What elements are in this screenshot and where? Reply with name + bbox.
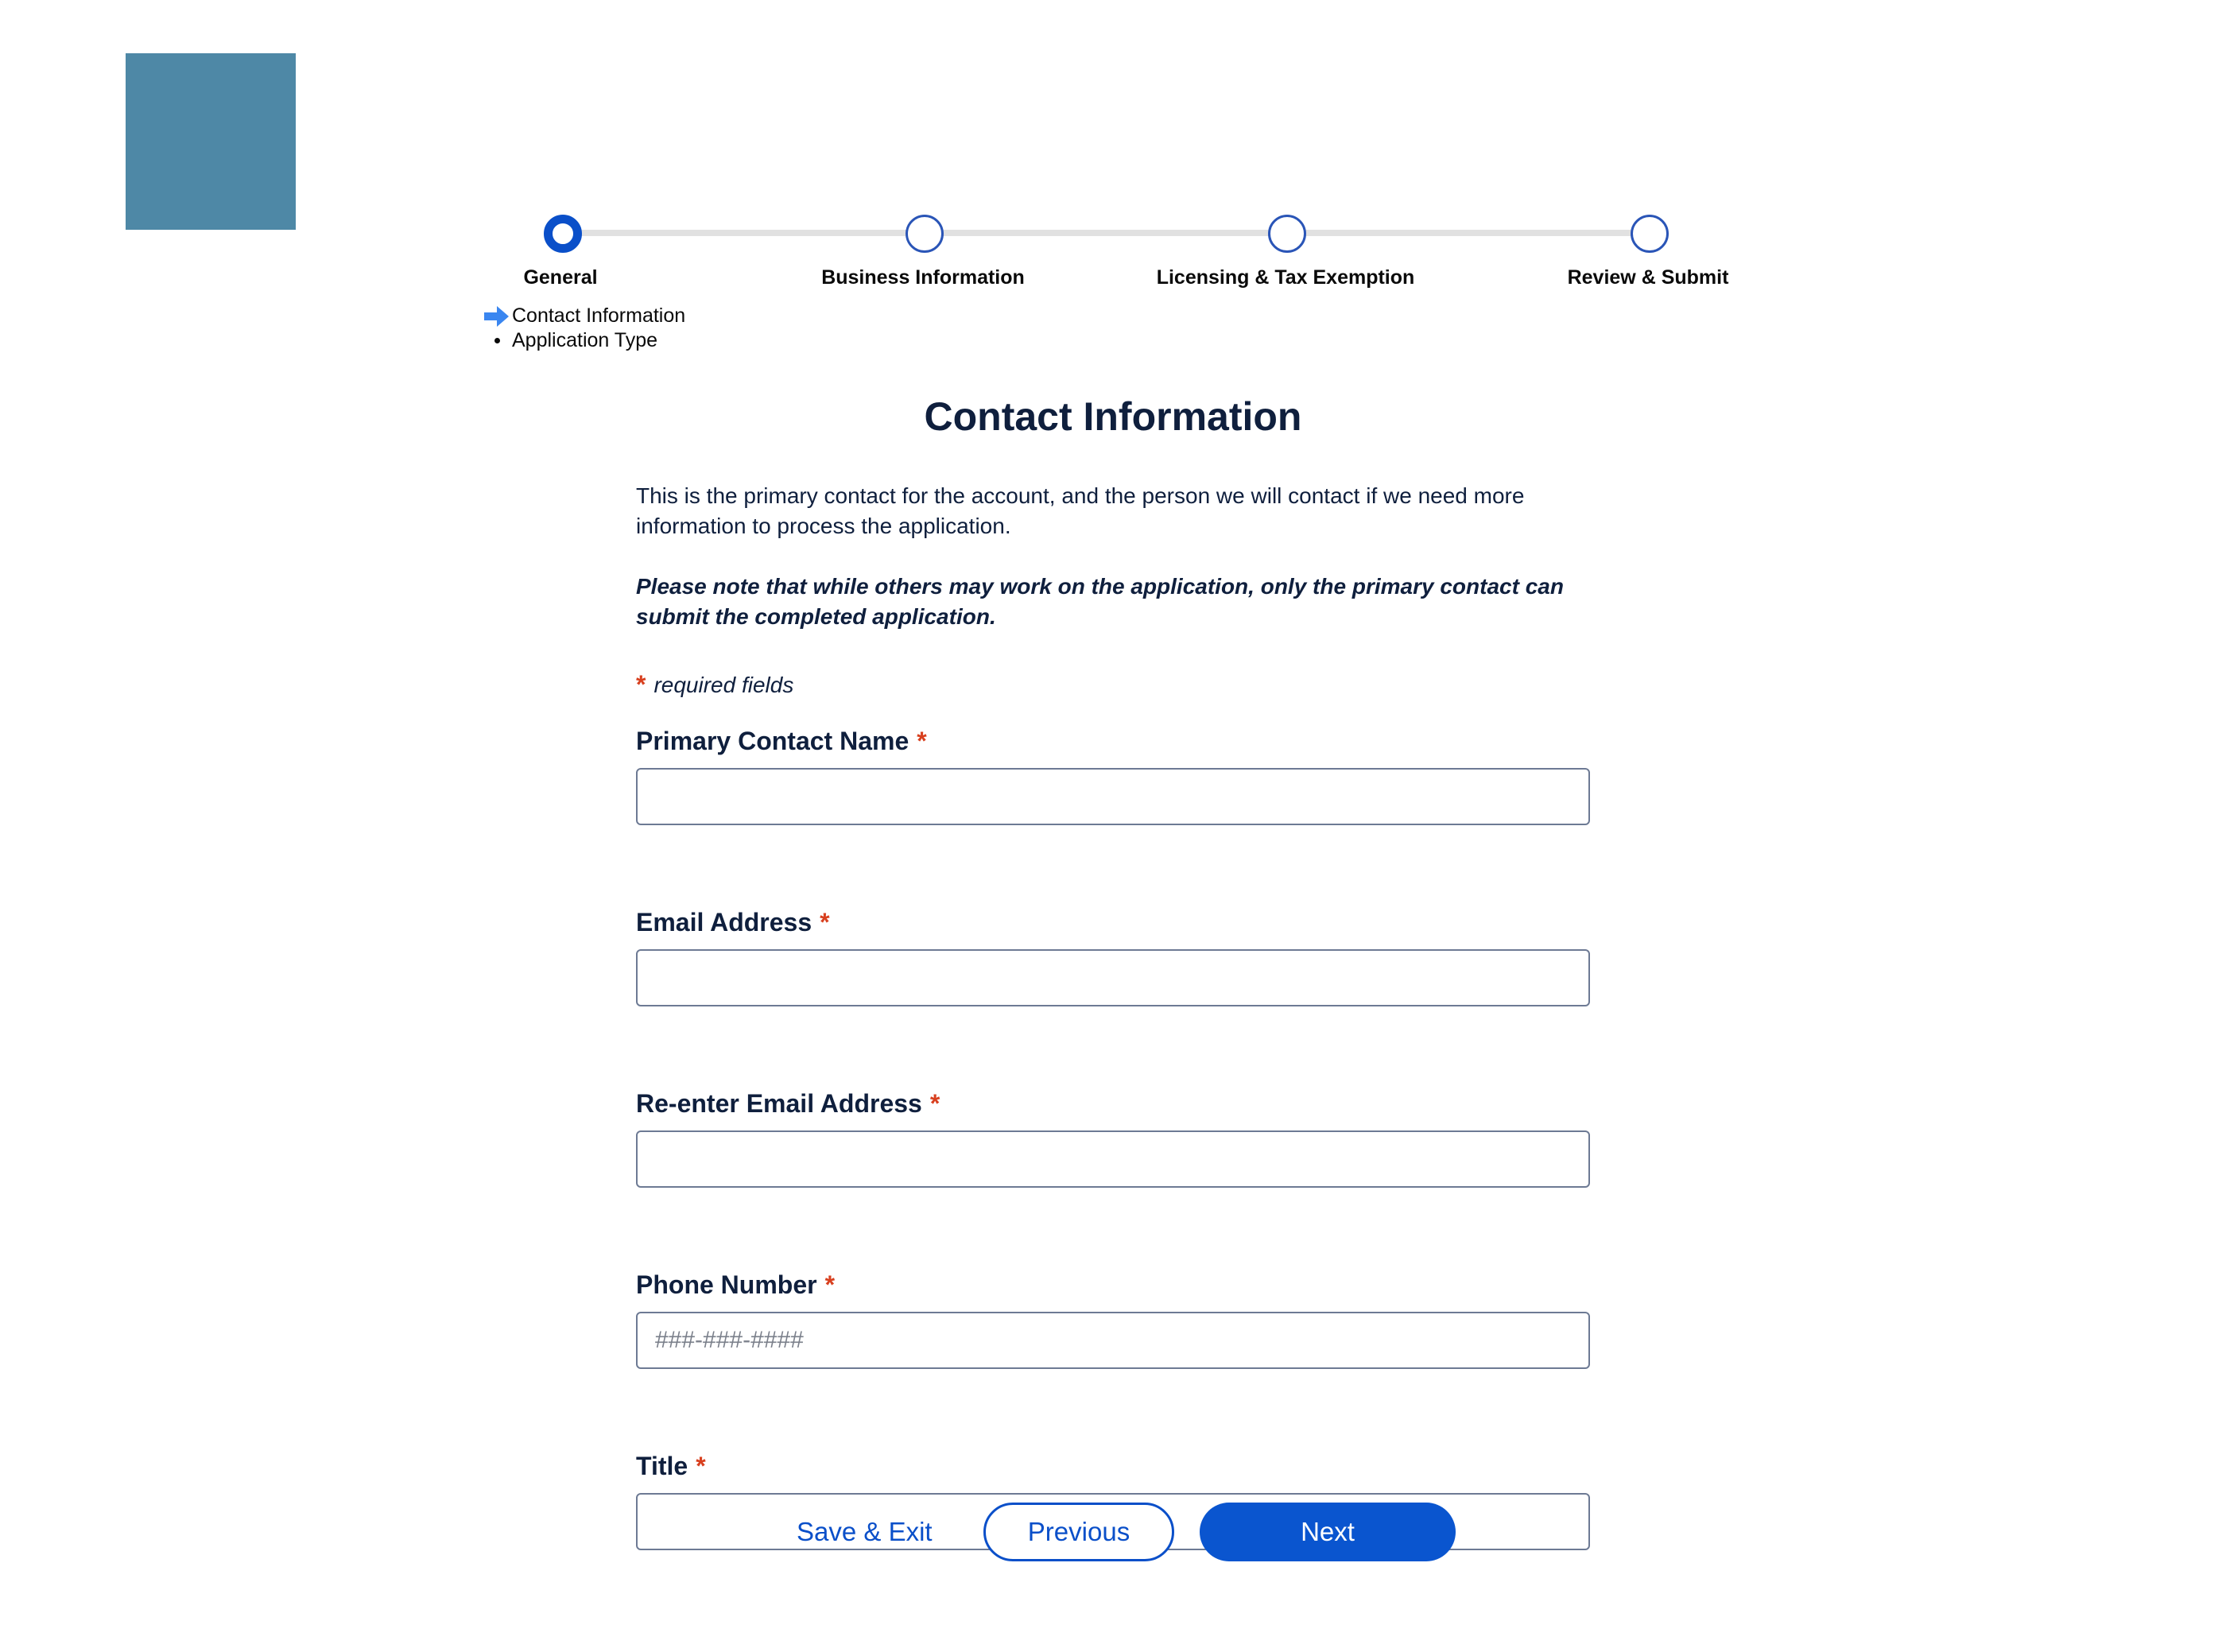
substep-label: Application Type <box>512 329 657 351</box>
required-asterisk: * <box>824 1270 836 1299</box>
step-general-label: General <box>523 266 598 289</box>
required-fields-note <box>636 670 1590 700</box>
phone-number-group <box>636 1267 1590 1369</box>
progress-stepper <box>0 0 2226 366</box>
phone-number-input[interactable] <box>636 1312 1590 1369</box>
email-address-group <box>636 905 1590 1006</box>
step-general-indicator <box>544 215 582 253</box>
arrow-right-icon <box>482 305 512 328</box>
required-asterisk: * <box>636 670 646 699</box>
previous-button[interactable]: Previous <box>983 1503 1174 1561</box>
reenter-email-address-input[interactable] <box>636 1130 1590 1188</box>
email-address-label: Email Address * <box>636 907 830 937</box>
primary-contact-note: Please note that while others may work on the application, only the primary contact can submit the completed application. <box>636 574 1564 629</box>
step-review-submit-indicator <box>1631 215 1669 253</box>
form-actions <box>0 1503 2226 1561</box>
required-asterisk: * <box>696 1451 706 1480</box>
primary-contact-name-group <box>636 723 1590 825</box>
required-asterisk: * <box>917 726 927 755</box>
step-licensing-label: Licensing & Tax Exemption <box>1156 266 1415 289</box>
primary-contact-name-input[interactable] <box>636 768 1590 825</box>
phone-number-label: Phone Number * <box>636 1270 836 1299</box>
step-business-information-label: Business Information <box>821 266 1025 289</box>
page-title: Contact Information <box>924 394 1302 439</box>
step-business-information-indicator <box>906 215 944 253</box>
reenter-email-address-group <box>636 1086 1590 1188</box>
substep-label: Contact Information <box>512 304 686 327</box>
save-exit-button[interactable]: Save & Exit <box>797 1503 933 1561</box>
intro-text: This is the primary contact for the account, and the person we will contact if we need more information to process the application. <box>636 483 1525 538</box>
substep-application-type <box>482 328 685 353</box>
required-fields-label: required fields <box>653 672 794 697</box>
reenter-email-address-label: Re-enter Email Address * <box>636 1088 940 1118</box>
next-button[interactable]: Next <box>1200 1503 1456 1561</box>
step-licensing-indicator <box>1268 215 1306 253</box>
stepper-track <box>564 230 1655 236</box>
bullet-icon <box>482 338 512 343</box>
email-address-input[interactable] <box>636 949 1590 1006</box>
substep-list <box>482 304 685 353</box>
step-review-submit-label: Review & Submit <box>1567 266 1729 289</box>
contact-form <box>636 481 1590 1550</box>
primary-contact-name-label: Primary Contact Name * <box>636 726 927 755</box>
required-asterisk: * <box>929 1088 940 1118</box>
required-asterisk: * <box>820 907 830 937</box>
substep-contact-information <box>482 304 685 328</box>
title-label: Title * <box>636 1451 706 1480</box>
